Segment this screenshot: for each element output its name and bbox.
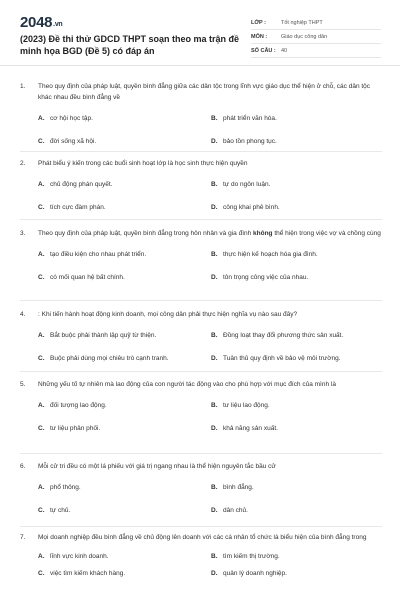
divider — [20, 453, 382, 454]
answer-option-b[interactable]: B. tư liệu lao động. — [211, 402, 270, 409]
answer-option-d[interactable]: D. tôn trọng công việc của nhau. — [211, 274, 309, 281]
question-text: Phát biểu ý kiến trong các buổi sinh hoạt lớp là học sinh thực hiện quyền — [38, 160, 248, 167]
answer-options — [38, 482, 382, 516]
question-2 — [20, 158, 382, 213]
question-text: Theo quy định của pháp luật, quyền bình đẳng giữa các dân tộc trong lĩnh vực giáo dục thể hiện ở chỗ, các dân tộc khác nhau đều bình đẳng về — [38, 83, 371, 101]
question-number: 1. — [20, 83, 26, 90]
question-number: 3. — [20, 230, 26, 237]
answer-option-a[interactable]: A. phổ thông. — [38, 484, 81, 491]
question-1 — [20, 81, 382, 147]
question-number: 6. — [20, 463, 26, 470]
meta-row-class — [251, 16, 381, 30]
answer-option-d[interactable]: D. Tuân thủ quy định về bảo vệ môi trường. — [211, 355, 341, 362]
logo-suffix: .vn — [53, 21, 63, 28]
answer-option-b[interactable]: B. bình đẳng. — [211, 484, 254, 491]
exam-meta — [251, 16, 381, 58]
answer-option-c[interactable]: C. tích cực đàm phán. — [38, 204, 106, 211]
answer-option-d[interactable]: D. bảo tồn phong tục. — [211, 138, 277, 145]
answer-option-c[interactable]: C. tư liệu phân phối. — [38, 425, 101, 432]
answer-option-b[interactable]: B. phát triển văn hóa. — [211, 115, 277, 122]
answer-option-b[interactable]: B. thực hiện kế hoạch hóa gia đình. — [211, 251, 318, 258]
question-text: Mỗi cử tri đều có một lá phiếu với giá trị ngang nhau là thể hiện nguyên tắc bầu cử — [38, 463, 276, 470]
question-number: 7. — [20, 534, 26, 541]
answer-options — [38, 551, 382, 579]
answer-option-a[interactable]: A. cơ hội học tập. — [38, 115, 93, 122]
divider — [20, 219, 382, 220]
divider — [20, 300, 382, 301]
question-3 — [20, 228, 382, 283]
question-6 — [20, 461, 382, 516]
meta-key: SỐ CÂU : — [251, 47, 276, 54]
meta-row-subject — [251, 30, 381, 44]
meta-key: MÔN : — [251, 33, 268, 40]
question-4 — [20, 309, 382, 364]
divider — [20, 526, 382, 527]
exam-header — [0, 0, 400, 66]
meta-key: LỚP : — [251, 19, 266, 26]
answer-option-a[interactable]: A. đối tượng lao động. — [38, 402, 107, 409]
meta-value: Giáo dục công dân — [281, 33, 328, 40]
answer-options — [38, 179, 382, 213]
question-text: : Khi tiến hành hoạt động kinh doanh, mọi công dân phải thực hiện nghĩa vụ nào sau đây? — [38, 311, 298, 318]
answer-option-c[interactable]: C. việc tìm kiếm khách hàng. — [38, 570, 126, 577]
answer-options — [38, 249, 382, 283]
exam-title: (2023) Đề thi thử GDCD THPT soạn theo ma trận đề minh họa BGD (Đề 5) có đáp án — [20, 34, 240, 56]
answer-option-a[interactable]: A. lĩnh vực kinh doanh. — [38, 553, 109, 560]
divider — [20, 151, 382, 152]
answer-option-d[interactable]: D. công khai phê bình. — [211, 204, 280, 211]
answer-option-b[interactable]: B. tìm kiếm thị trường. — [211, 553, 280, 560]
meta-row-count — [251, 44, 381, 58]
answer-option-d[interactable]: D. dân chủ. — [211, 507, 248, 514]
answer-option-a[interactable]: A. chủ động phán quyết. — [38, 181, 113, 188]
question-number: 2. — [20, 160, 26, 167]
answer-options — [38, 400, 382, 434]
meta-value: Tốt nghiệp THPT — [281, 19, 323, 26]
question-text: Những yếu tố tự nhiên mà lao động của con người tác động vào cho phù hợp với mục đích của mình là — [38, 381, 336, 388]
question-text: Theo quy định của pháp luật, quyền bình đẳng trong hôn nhân và gia đình không thể hiện trong việc vợ và chồng cùng — [38, 230, 381, 237]
answer-option-c[interactable]: C. tự chủ. — [38, 507, 71, 514]
question-number: 4. — [20, 311, 26, 318]
answer-option-d[interactable]: D. quản lý doanh nghiệp. — [211, 570, 287, 577]
answer-option-d[interactable]: D. khả năng sản xuất. — [211, 425, 278, 432]
question-text: Mọi doanh nghiệp đều bình đẳng về chủ động lên doanh với các cá nhân tổ chức là biểu hiện của bình đẳng trong — [38, 534, 367, 541]
logo-text: 2048 — [20, 14, 53, 31]
meta-value: 40 — [281, 47, 288, 54]
divider — [20, 371, 382, 372]
site-logo[interactable] — [20, 14, 62, 31]
answer-options — [38, 330, 382, 364]
question-number: 5. — [20, 381, 26, 388]
question-7 — [20, 532, 382, 579]
answer-options — [38, 113, 382, 147]
answer-option-a[interactable]: A. tạo điều kiện cho nhau phát triển. — [38, 251, 147, 258]
answer-option-c[interactable]: C. có mối quan hệ bất chính. — [38, 274, 125, 281]
answer-option-c[interactable]: C. đời sống xã hội. — [38, 138, 97, 145]
question-5 — [20, 379, 382, 434]
answer-option-a[interactable]: A. Bắt buộc phải thành lập quỹ từ thiện. — [38, 332, 157, 339]
emphasis-not: không — [253, 230, 273, 237]
answer-option-b[interactable]: B. Đồng loạt thay đổi phương thức sản xuất. — [211, 332, 344, 339]
answer-option-b[interactable]: B. tự do ngôn luận. — [211, 181, 271, 188]
answer-option-c[interactable]: C. Buộc phải dùng mọi chiêu trò cạnh tranh. — [38, 355, 169, 362]
